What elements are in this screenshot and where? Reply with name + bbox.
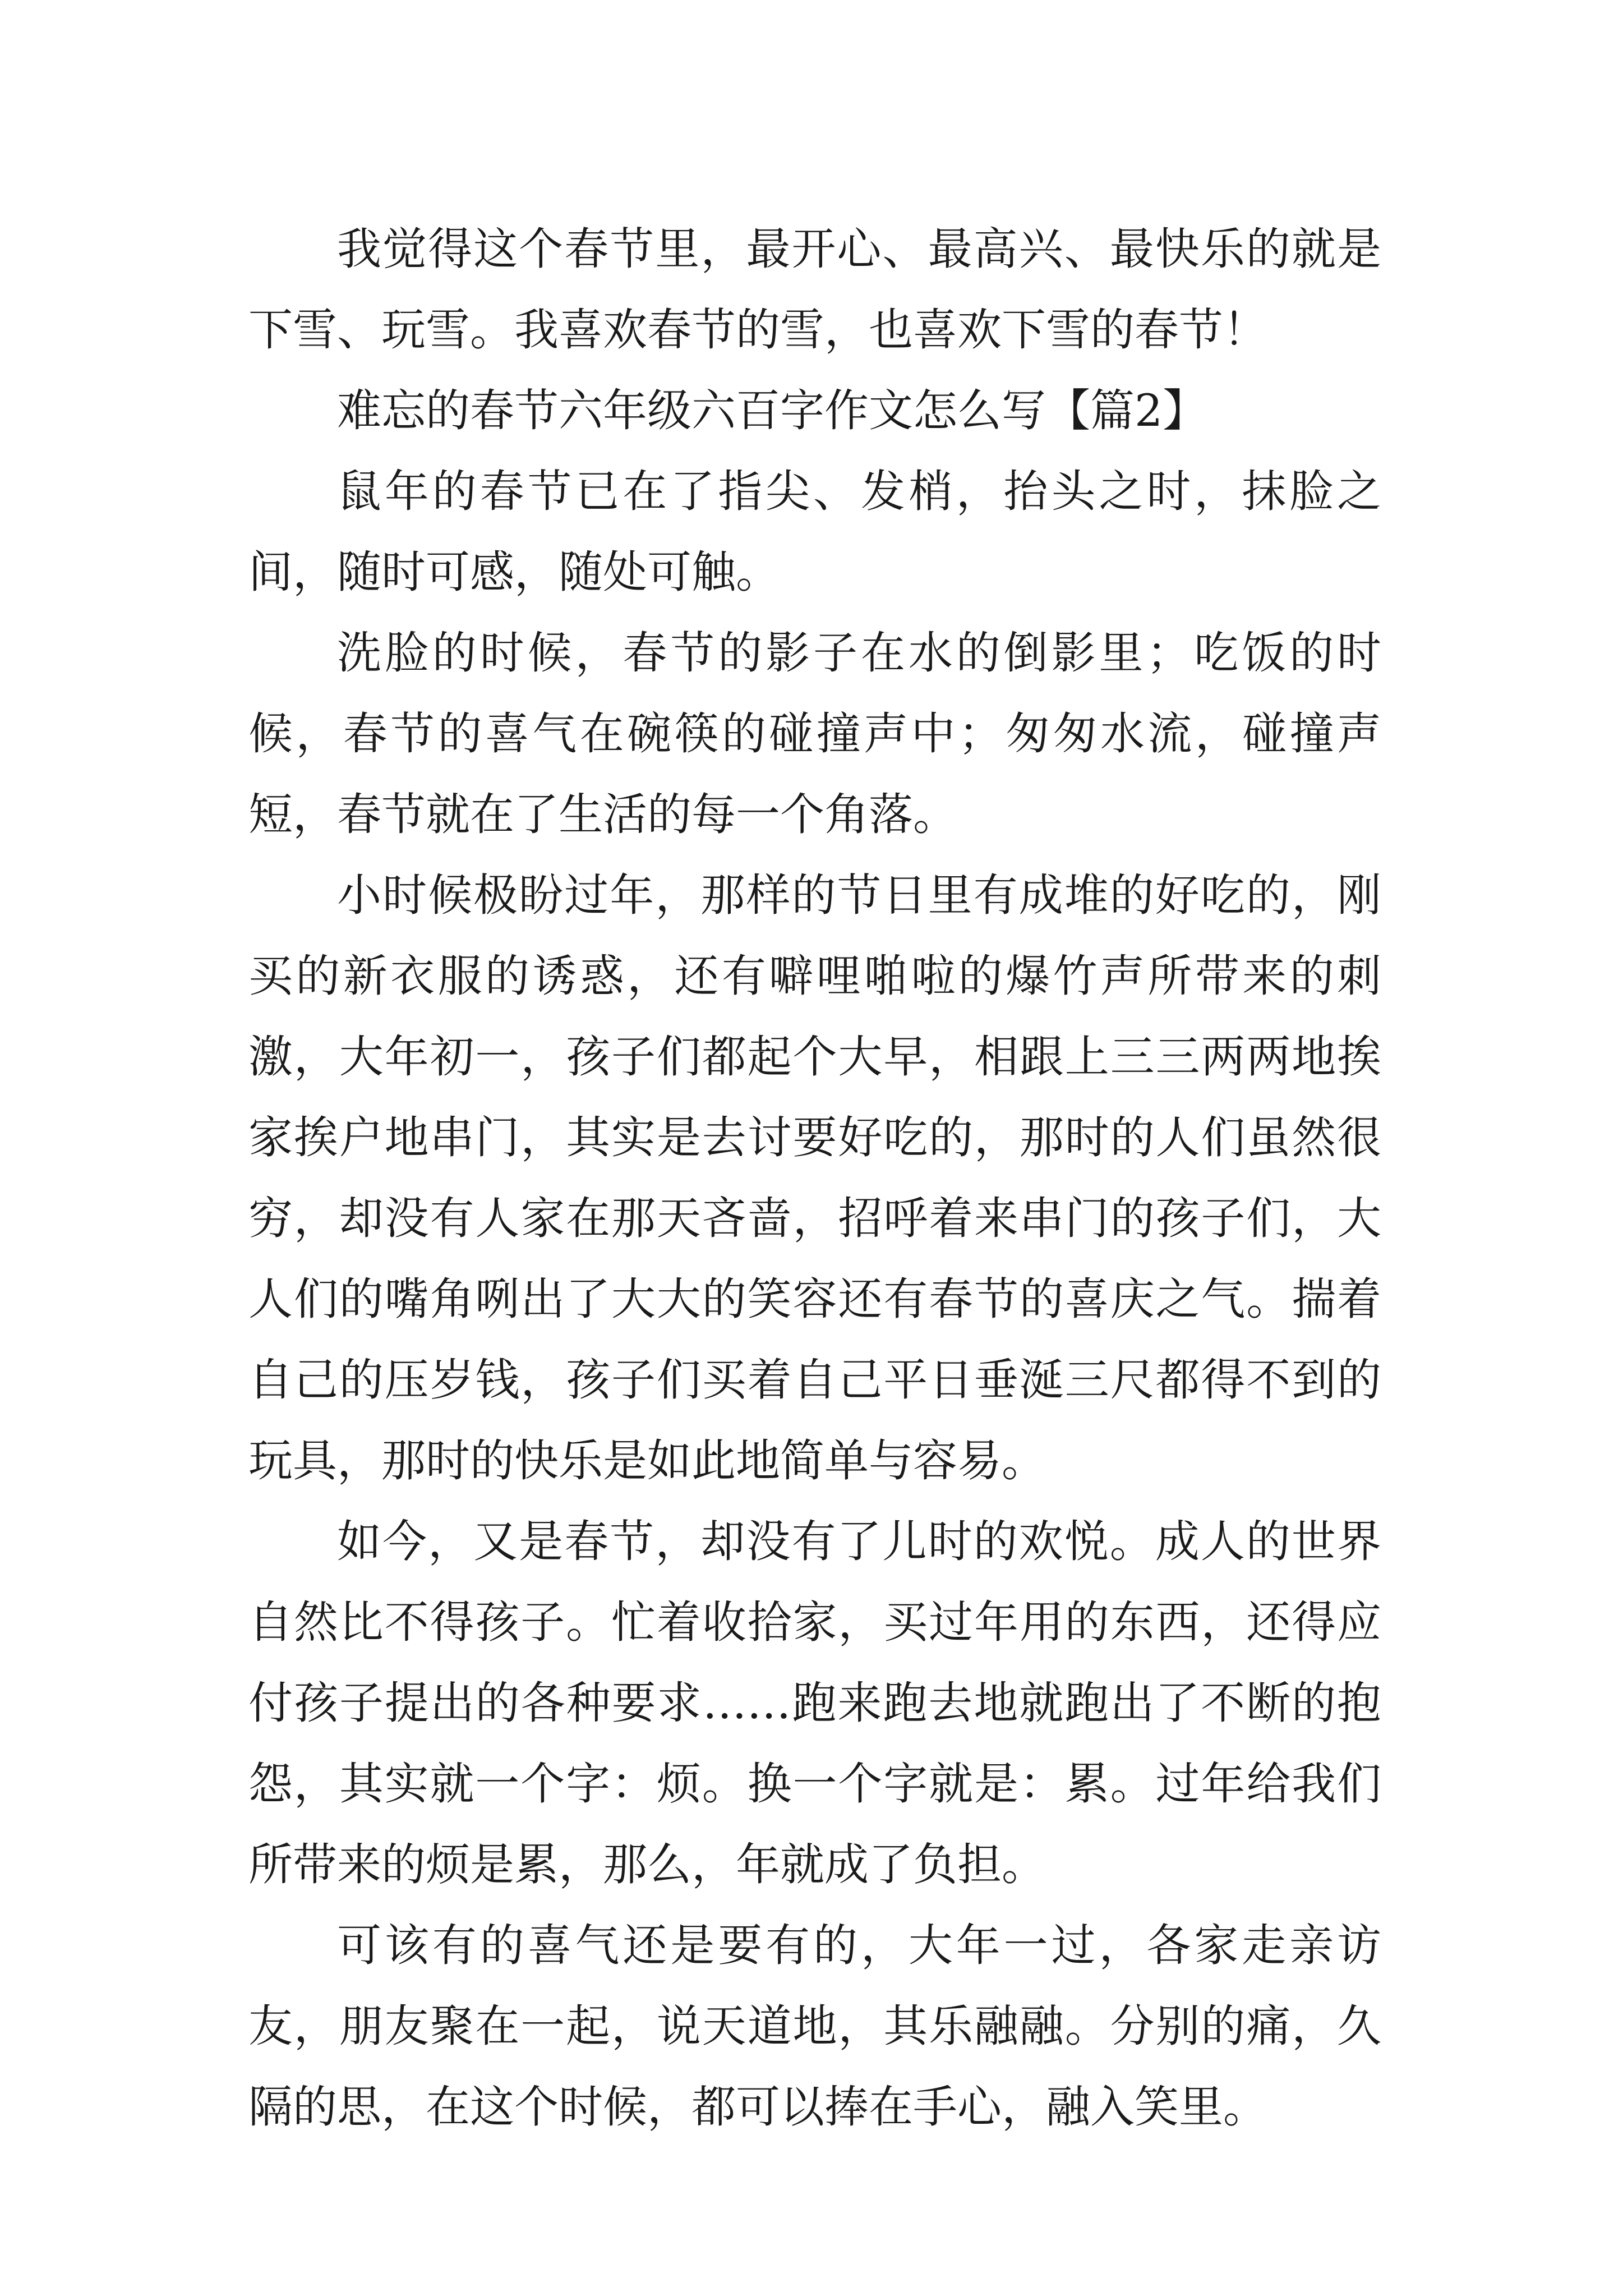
paragraph-festive-spirit: 可该有的喜气还是要有的，大年一过，各家走亲访友，朋友聚在一起，说天道地，其乐融融。分别的痛，久隔的思，在这个时候，都可以捧在手心，融入笑里。: [248, 1920, 1381, 2133]
paragraph-rat-year: 鼠年的春节已在了指尖、发梢，抬头之时，抹脸之间，随时可感，随处可触。: [248, 466, 1381, 598]
document-body: [248, 209, 1381, 2147]
section-heading: 难忘的春节六年级六百字作文怎么写【篇2】: [337, 385, 1207, 436]
paragraph-childhood: 小时候极盼过年，那样的节日里有成堆的好吃的，刚买的新衣服的诱惑，还有噼哩啪啦的爆竹声所带来的刺激，大年初一，孩子们都起个大早，相跟上三三两两地挨家挨户地串门，其实是去讨要好吃的，那时的人们虽然很穷，却没有人家在那天吝啬，招呼着来串门的孩子们，大人们的嘴角咧出了大大的笑容还有春节的喜庆之气。揣着自己的压岁钱，孩子们买着自己平日垂涎三尺都得不到的玩具，那时的快乐是如此地简单与容易。: [248, 869, 1381, 1487]
paragraph-nowadays: 如今，又是春节，却没有了儿时的欢悦。成人的世界自然比不得孩子。忙着收拾家，买过年用的东西，还得应付孩子提出的各种要求……跑来跑去地就跑出了不断的抱怨，其实就一个字：烦。换一个字就是：累。过年给我们所带来的烦是累，那么，年就成了负担。: [248, 1516, 1381, 1890]
paragraph-snow-conclusion: 我觉得这个春节里，最开心、最高兴、最快乐的就是下雪、玩雪。我喜欢春节的雪，也喜欢下雪的春节！: [248, 223, 1381, 356]
paragraph-washing-face: 洗脸的时候，春节的影子在水的倒影里；吃饭的时候，春节的喜气在碗筷的碰撞声中；匆匆水流，碰撞声短，春节就在了生活的每一个角落。: [248, 627, 1381, 840]
